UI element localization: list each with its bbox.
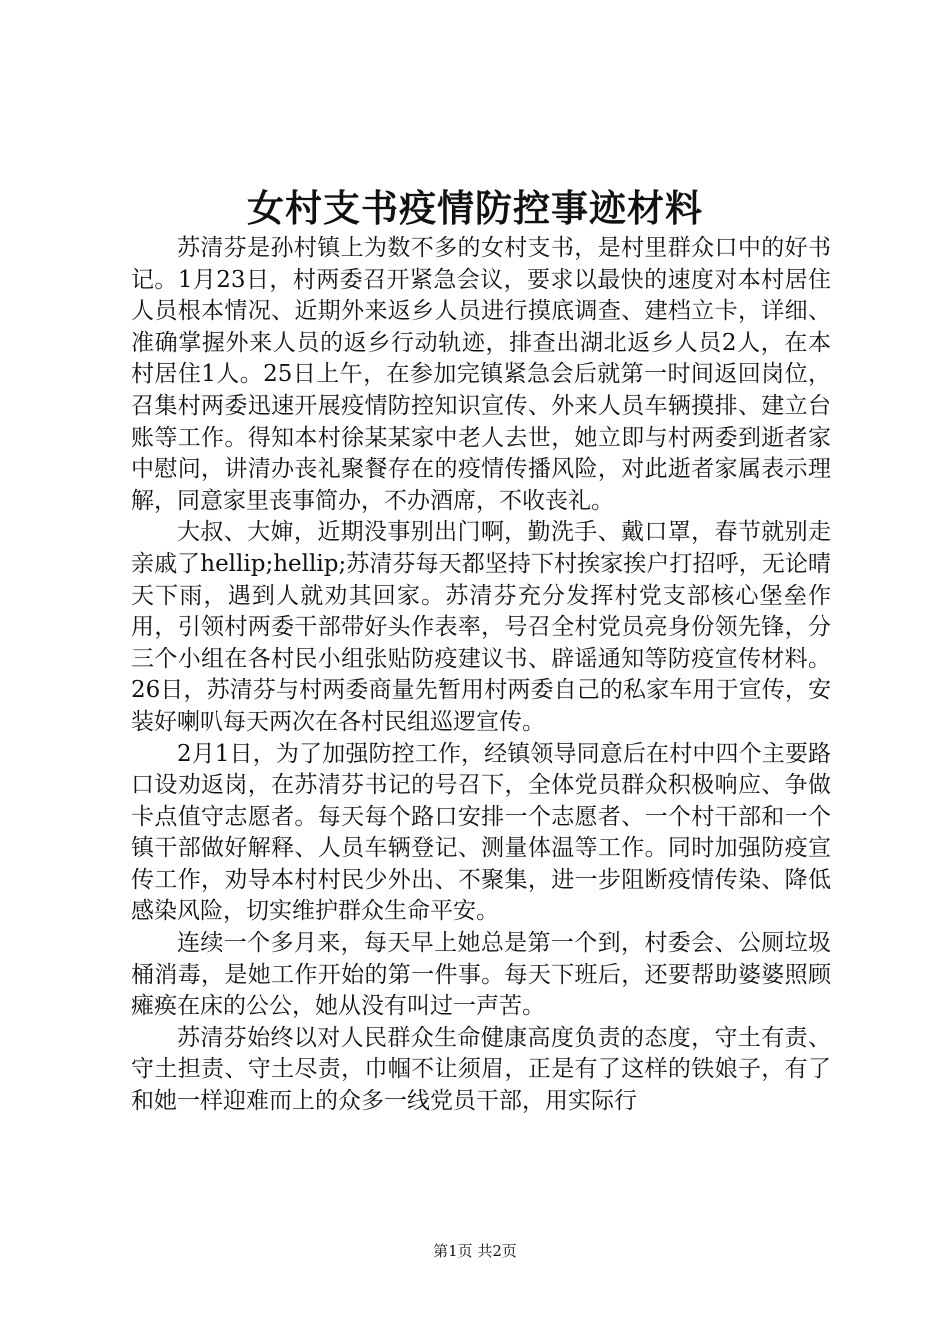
- paragraph-3: 2月1日，为了加强防控工作，经镇领导同意后在村中四个主要路口设劝返岗，在苏清芬书记的号召下，全体党员群众积极响应、争做卡点值守志愿者。每天每个路口安排一个志愿者、一个村干部和一个镇干部做好解释、人员车辆登记、测量体温等工作。同时加强防疫宣传工作，劝导本村村民少外出、不聚集，进一步阻断疫情传染、降低感染风险，切实维护群众生命平安。: [131, 740, 831, 925]
- paragraph-4: 连续一个多月来，每天早上她总是第一个到，村委会、公厕垃圾桶消毒，是她工作开始的第一件事。每天下班后，还要帮助婆婆照顾瘫痪在床的公公，她从没有叫过一声苦。: [131, 930, 831, 1020]
- page-footer: 第1页 共2页: [433, 1242, 517, 1260]
- paragraph-5: 苏清芬始终以对人民群众生命健康高度负责的态度，守土有责、守土担责、守土尽责，巾帼不让须眉，正是有了这样的铁娘子，有了和她一样迎难而上的众多一线党员干部，用实际行: [131, 1024, 831, 1115]
- paragraph-1: 苏清芬是孙村镇上为数不多的女村支书，是村里群众口中的好书记。1月23日，村两委召开紧急会议，要求以最快的速度对本村居住人员根本情况、近期外来返乡人员进行摸底调查、建档立卡，详细、准确掌握外来人员的返乡行动轨迹，排查出湖北返乡人员2人，在本村居住1人。25日上午，在参加完镇紧急会后就第一时间返回岗位，召集村两委迅速开展疫情防控知识宣传、外来人员车辆摸排、建立台账等工作。得知本村徐某某家中老人去世，她立即与村两委到逝者家中慰问，讲清办丧礼聚餐存在的疫情传播风险，对此逝者家属表示理解，同意家里丧事简办，不办酒席，不收丧礼。: [131, 235, 831, 514]
- document-title: 女村支书疫情防控事迹材料: [247, 186, 703, 230]
- paragraph-2: 大叔、大婶，近期没事别出门啊，勤洗手、戴口罩，春节就别走亲戚了hellip;hellip;苏清芬每天都坚持下村挨家挨户打招呼，无论晴天下雨，遇到人就劝其回家。苏清芬充分发挥村党支部核心堡垒作用，引领村两委干部带好头作表率，号召全村党员亮身份领先锋，分三个小组在各村民小组张贴防疫建议书、辟谣通知等防疫宣传材料。26日，苏清芬与村两委商量先暂用村两委自己的私家车用于宣传，安装好喇叭每天两次在各村民组巡逻宣传。: [131, 519, 831, 735]
- document-body: [131, 233, 831, 1118]
